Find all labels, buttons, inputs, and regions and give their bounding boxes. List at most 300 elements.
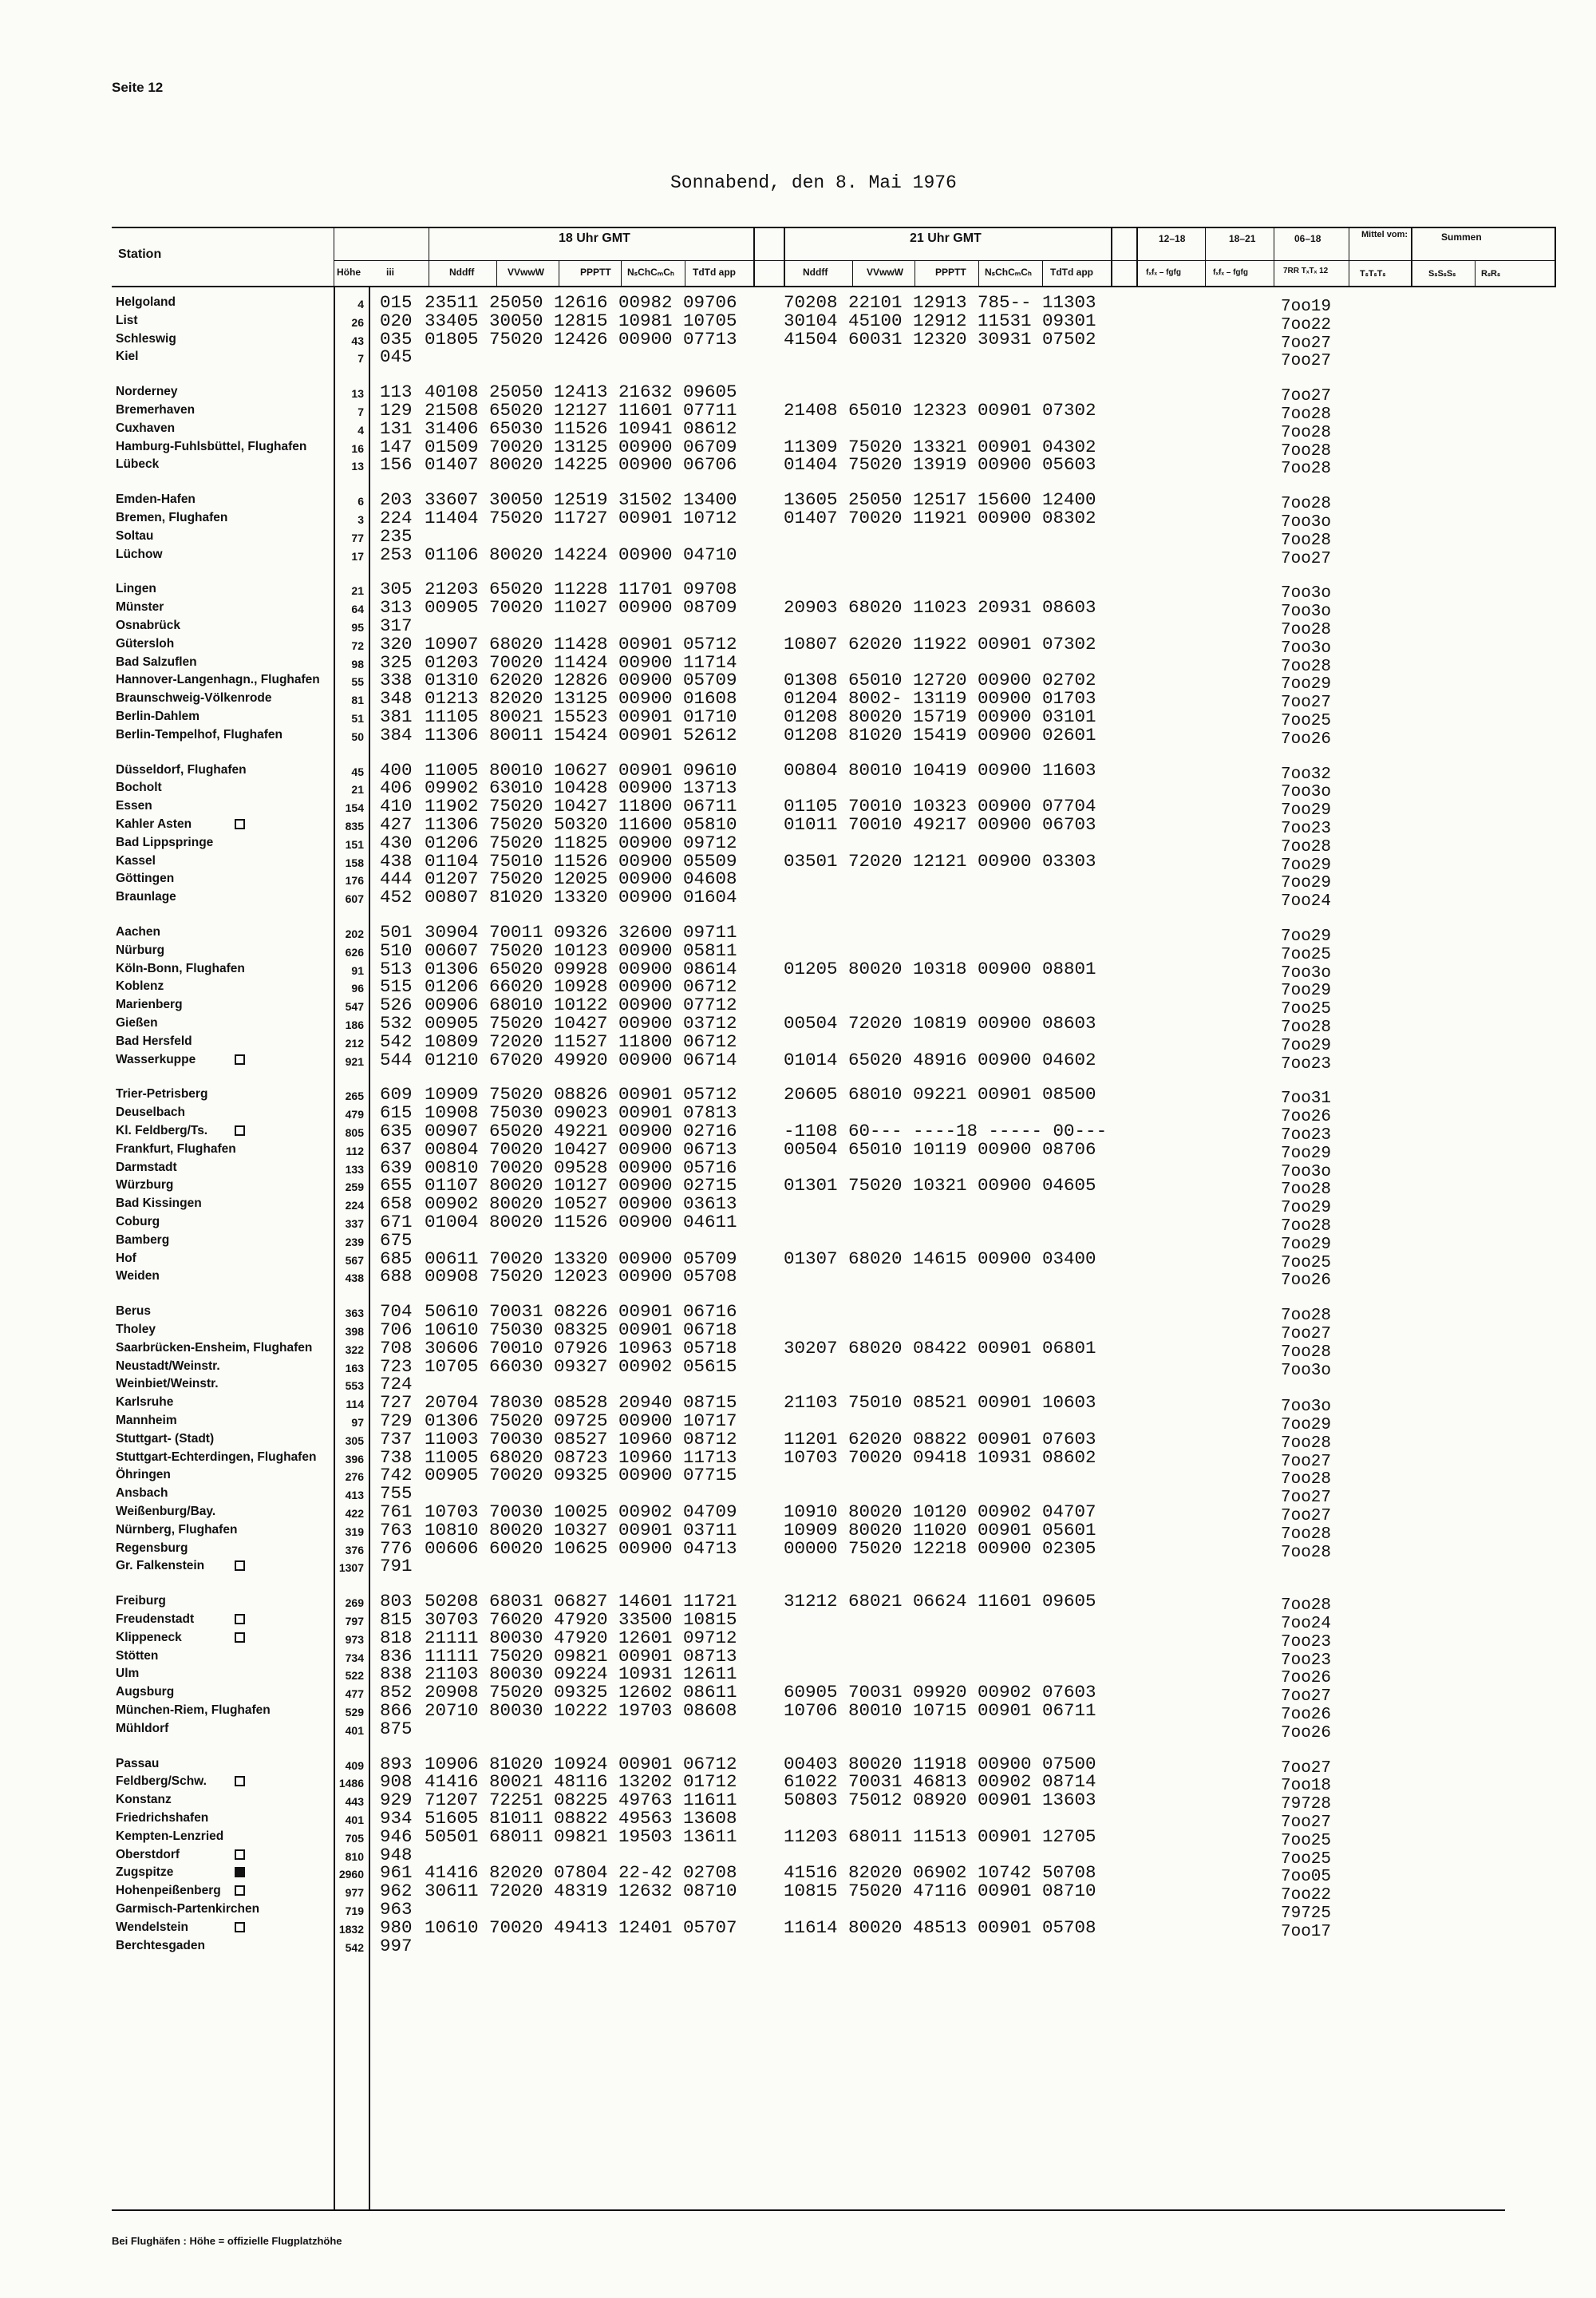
station-index: 317	[380, 615, 413, 636]
station-height: 91	[351, 964, 364, 977]
station-height: 4	[358, 298, 364, 310]
station-height: 810	[345, 1850, 364, 1863]
extremes-value: 7oo28	[1281, 621, 1332, 639]
extremes-value: 7oo05	[1281, 1868, 1332, 1886]
header-divider	[852, 260, 853, 286]
station-index: 639	[380, 1157, 413, 1178]
station-index: 544	[380, 1050, 413, 1070]
obs-18-gmt: 11003 70030 08527 10960 08712	[425, 1429, 737, 1450]
extremes-value: 7oo28	[1281, 495, 1332, 513]
station-height: 396	[345, 1453, 364, 1465]
station-name: Wasserkuppe	[116, 1053, 196, 1066]
table-bottom-rule	[112, 2209, 1505, 2211]
station-height: 305	[345, 1434, 364, 1447]
station-index: 723	[380, 1356, 413, 1377]
station-name: Osnabrück	[116, 619, 180, 632]
extremes-value: 7oo25	[1281, 712, 1332, 730]
obs-18-gmt: 30904 70011 09326 32600 09711	[425, 922, 737, 943]
obs-18-gmt: 01210 67020 49920 00900 06714	[425, 1050, 737, 1070]
obs-21-gmt: 11614 80020 48513 00901 05708	[784, 1917, 1096, 1938]
station-index: 203	[380, 489, 413, 510]
station-height: 43	[351, 334, 364, 347]
extremes-value: 7oo27	[1281, 694, 1332, 712]
obs-18-gmt: 20908 75020 09325 12602 08611	[425, 1682, 737, 1703]
header-divider	[496, 260, 497, 286]
station-index: 908	[380, 1771, 413, 1792]
extremes-value: 7oo29	[1281, 1145, 1332, 1163]
station-height: 1486	[338, 1777, 364, 1790]
obs-21-gmt: 01014 65020 48916 00900 04602	[784, 1050, 1096, 1070]
station-name: Neustadt/Weinstr.	[116, 1359, 220, 1373]
station-height: 21	[351, 584, 364, 597]
extremes-value: 7oo17	[1281, 1923, 1332, 1941]
header-top-rule	[112, 227, 1556, 228]
extremes-value: 7oo24	[1281, 1615, 1332, 1633]
station-name: Bremerhaven	[116, 403, 196, 417]
obs-21-gmt: 50803 75012 08920 00901 13603	[784, 1790, 1096, 1810]
station-name: Hamburg-Fuhlsbüttel, Flughafen	[116, 440, 307, 453]
obs-18-gmt: 00906 68010 10122 00900 07712	[425, 995, 737, 1015]
header-range-sub-3: 7RR TₓTₓ 12	[1283, 267, 1329, 275]
obs-21-gmt: 20903 68020 11023 20931 08603	[784, 597, 1096, 618]
station-index: 320	[380, 634, 413, 655]
extremes-value: 7oo28	[1281, 1181, 1332, 1199]
station-height: 16	[351, 442, 364, 455]
station-height: 376	[345, 1544, 364, 1556]
station-name: Stötten	[116, 1649, 159, 1663]
obs-18-gmt: 20704 78030 08528 20940 08715	[425, 1392, 737, 1413]
obs-21-gmt: 01308 65010 12720 00900 02702	[784, 670, 1096, 690]
station-height: 97	[351, 1416, 364, 1429]
extremes-value: 7oo26	[1281, 1669, 1332, 1687]
station-index: 410	[380, 796, 413, 817]
station-height: 114	[346, 1398, 364, 1410]
extremes-value: 7oo28	[1281, 424, 1332, 442]
station-height: 719	[345, 1904, 364, 1917]
extremes-value: 7oo29	[1281, 1199, 1332, 1217]
obs-21-gmt: -1108 60--- ----18 ----- 00---	[784, 1121, 1108, 1141]
station-name: Oberstdorf	[116, 1848, 180, 1861]
station-index: 045	[380, 346, 413, 367]
extremes-value: 7oo23	[1281, 1055, 1332, 1074]
obs-18-gmt: 71207 72251 08225 49763 11611	[425, 1790, 737, 1810]
extremes-value: 7oo27	[1281, 334, 1332, 353]
station-index: 131	[380, 418, 413, 439]
header-divider	[1555, 227, 1556, 286]
station-height: 3	[358, 513, 364, 526]
station-index: 305	[380, 579, 413, 599]
station-name: Lüchow	[116, 548, 163, 561]
obs-18-gmt: 01407 80020 14225 00900 06706	[425, 454, 737, 475]
station-name: Tholey	[116, 1323, 156, 1336]
station-index: 035	[380, 329, 413, 350]
station-height: 835	[345, 820, 364, 833]
station-index: 526	[380, 995, 413, 1015]
station-name: Berlin-Tempelhof, Flughafen	[116, 728, 282, 742]
station-index: 113	[380, 382, 413, 402]
header-divider	[1411, 227, 1412, 286]
extremes-value: 7oo23	[1281, 820, 1332, 838]
station-index: 532	[380, 1013, 413, 1034]
station-index: 675	[380, 1230, 413, 1251]
station-index: 708	[380, 1338, 413, 1359]
obs-18-gmt: 30611 72020 48319 12632 08710	[425, 1881, 737, 1901]
obs-18-gmt: 21103 80030 09224 10931 12611	[425, 1663, 737, 1684]
header-sum-r: RₛRₛ	[1481, 269, 1501, 279]
obs-21-gmt: 21408 65010 12323 00901 07302	[784, 400, 1096, 421]
station-height: 522	[345, 1669, 364, 1682]
station-height: 921	[345, 1055, 364, 1068]
station-name: Gr. Falkenstein	[116, 1559, 205, 1572]
extremes-value: 7oo28	[1281, 1525, 1332, 1544]
extremes-value: 7oo26	[1281, 1272, 1332, 1290]
obs-18-gmt: 00905 70020 09325 00900 07715	[425, 1465, 737, 1485]
station-name: Marienberg	[116, 998, 183, 1011]
station-height: 529	[345, 1706, 364, 1719]
extremes-value: 7oo3o	[1281, 1398, 1332, 1416]
station-index: 742	[380, 1465, 413, 1485]
header-range-18-21: 18–21	[1229, 233, 1256, 244]
station-height: 337	[345, 1217, 364, 1230]
obs-21-gmt: 11309 75020 13321 00901 04302	[784, 437, 1096, 457]
extremes-value: 7oo27	[1281, 550, 1332, 568]
extremes-value: 7oo27	[1281, 352, 1332, 370]
station-height: 154	[345, 801, 364, 814]
station-name: Hohenpeißenberg	[116, 1884, 221, 1897]
extremes-value: 7oo25	[1281, 1254, 1332, 1272]
station-index: 427	[380, 814, 413, 835]
footnote: Bei Flughäfen : Höhe = offizielle Flugplatzhöhe	[112, 2235, 342, 2247]
station-index: 893	[380, 1754, 413, 1774]
obs-21-gmt: 61022 70031 46813 00902 08714	[784, 1771, 1096, 1792]
station-height: 96	[351, 982, 364, 995]
header-18-col5: TdTd app	[693, 267, 736, 278]
obs-18-gmt: 11404 75020 11727 00901 10712	[425, 508, 737, 528]
extremes-value: 7oo26	[1281, 1108, 1332, 1126]
station-index: 384	[380, 725, 413, 746]
open-square-icon	[235, 1125, 245, 1136]
station-name: Norderney	[116, 385, 178, 398]
station-height: 77	[351, 532, 364, 544]
station-name: Kahler Asten	[116, 817, 192, 831]
station-height: 542	[345, 1941, 364, 1954]
station-index: 400	[380, 760, 413, 781]
obs-18-gmt: 11005 80010 10627 00901 09610	[425, 760, 737, 781]
extremes-value: 7oo29	[1281, 928, 1332, 946]
station-index: 929	[380, 1790, 413, 1810]
station-name: Berus	[116, 1304, 151, 1318]
obs-18-gmt: 11111 75020 09821 00901 08713	[425, 1646, 737, 1667]
station-index: 729	[380, 1410, 413, 1431]
station-index: 997	[380, 1936, 413, 1956]
station-height: 479	[345, 1108, 364, 1121]
header-mid-rule	[334, 260, 1556, 261]
station-index: 866	[380, 1700, 413, 1721]
station-name: Weiden	[116, 1269, 160, 1283]
extremes-value: 7oo26	[1281, 1706, 1332, 1724]
extremes-value: 7oo22	[1281, 1886, 1332, 1904]
extremes-value: 7oo28	[1281, 460, 1332, 478]
station-name: Soltau	[116, 529, 154, 543]
extremes-value: 7oo27	[1281, 1813, 1332, 1832]
station-index: 738	[380, 1447, 413, 1468]
open-square-icon	[235, 1632, 245, 1643]
station-name: Bad Hersfeld	[116, 1034, 192, 1048]
station-height: 413	[345, 1489, 364, 1501]
extremes-value: 7oo24	[1281, 892, 1332, 911]
extremes-value: 7oo27	[1281, 387, 1332, 405]
station-index: 513	[380, 959, 413, 979]
obs-18-gmt: 00606 60020 10625 00900 04713	[425, 1538, 737, 1559]
station-index: 452	[380, 887, 413, 908]
station-index: 129	[380, 400, 413, 421]
station-index: 761	[380, 1501, 413, 1522]
header-range-sub-2: fₓfₓ – fgfg	[1213, 268, 1248, 277]
station-name: Bad Kissingen	[116, 1196, 202, 1210]
station-index: 501	[380, 922, 413, 943]
obs-18-gmt: 01206 75020 11825 00900 09712	[425, 833, 737, 853]
station-height: 977	[345, 1886, 364, 1899]
obs-18-gmt: 40108 25050 12413 21632 09605	[425, 382, 737, 402]
obs-18-gmt: 00611 70020 13320 00900 05709	[425, 1248, 737, 1269]
obs-18-gmt: 10908 75030 09023 00901 07813	[425, 1102, 737, 1123]
station-height: 705	[345, 1832, 364, 1845]
station-height: 212	[345, 1037, 364, 1050]
station-index: 655	[380, 1175, 413, 1196]
extremes-value: 79725	[1281, 1904, 1332, 1923]
station-height: 186	[345, 1018, 364, 1031]
station-index: 875	[380, 1719, 413, 1739]
open-square-icon	[235, 1776, 245, 1786]
station-height: 163	[345, 1362, 364, 1374]
extremes-value: 7oo3o	[1281, 584, 1332, 603]
station-height: 13	[351, 460, 364, 473]
station-height: 2960	[338, 1868, 364, 1881]
station-height: 438	[345, 1272, 364, 1284]
station-name: Aachen	[116, 925, 160, 939]
obs-18-gmt: 31406 65030 11526 10941 08612	[425, 418, 737, 439]
obs-21-gmt: 10909 80020 11020 00901 05601	[784, 1520, 1096, 1541]
station-index: 818	[380, 1628, 413, 1648]
obs-18-gmt: 00905 75020 10427 00900 03712	[425, 1013, 737, 1034]
obs-21-gmt: 01205 80020 10318 00900 08801	[784, 959, 1096, 979]
station-height: 151	[345, 838, 364, 851]
station-height: 973	[345, 1633, 364, 1646]
extremes-value: 7oo29	[1281, 1037, 1332, 1055]
station-name: Koblenz	[116, 979, 164, 993]
station-height: 7	[358, 405, 364, 418]
extremes-value: 7oo3o	[1281, 513, 1332, 532]
extremes-value: 7oo26	[1281, 730, 1332, 749]
station-name: Cuxhaven	[116, 421, 176, 435]
station-index: 934	[380, 1808, 413, 1829]
extremes-value: 7oo28	[1281, 1544, 1332, 1562]
open-square-icon	[235, 1614, 245, 1624]
header-mittel: Mittel vom:	[1361, 230, 1408, 239]
obs-18-gmt: 21203 65020 11228 11701 09708	[425, 579, 737, 599]
obs-18-gmt: 11105 80021 15523 00901 01710	[425, 706, 737, 727]
obs-18-gmt: 01306 75020 09725 00900 10717	[425, 1410, 737, 1431]
obs-18-gmt: 01310 62020 12826 00900 05709	[425, 670, 737, 690]
station-height: 13	[351, 387, 364, 400]
extremes-value: 7oo29	[1281, 856, 1332, 875]
obs-18-gmt: 10906 81020 10924 00901 06712	[425, 1754, 737, 1774]
obs-21-gmt: 01307 68020 14615 00900 03400	[784, 1248, 1096, 1269]
header-range-12-18: 12–18	[1159, 233, 1186, 244]
station-height: 64	[351, 603, 364, 615]
obs-18-gmt: 41416 80021 48116 13202 01712	[425, 1771, 737, 1792]
station-index: 020	[380, 310, 413, 331]
obs-18-gmt: 20710 80030 10222 19703 08608	[425, 1700, 737, 1721]
station-index: 704	[380, 1301, 413, 1322]
header-divider	[1205, 227, 1206, 286]
obs-21-gmt: 00403 80020 11918 00900 07500	[784, 1754, 1096, 1774]
station-index: 946	[380, 1826, 413, 1847]
station-height: 112	[346, 1145, 364, 1157]
header-18-col1: Nddff	[449, 267, 475, 278]
station-index: 852	[380, 1682, 413, 1703]
station-name: Gießen	[116, 1016, 158, 1030]
extremes-value: 7oo29	[1281, 801, 1332, 820]
station-index: 671	[380, 1212, 413, 1232]
header-range-sub-1: fₓfₓ – fgfg	[1146, 268, 1181, 277]
station-name: Stuttgart- (Stadt)	[116, 1432, 215, 1446]
obs-21-gmt: 13605 25050 12517 15600 12400	[784, 489, 1096, 510]
station-index: 313	[380, 597, 413, 618]
obs-18-gmt: 01509 70020 13125 00900 06709	[425, 437, 737, 457]
obs-18-gmt: 01207 75020 12025 00900 04608	[425, 868, 737, 889]
obs-18-gmt: 11306 80011 15424 00901 52612	[425, 725, 737, 746]
station-name: Friedrichshafen	[116, 1811, 209, 1825]
extremes-value: 7oo25	[1281, 946, 1332, 964]
obs-18-gmt: 01004 80020 11526 00900 04611	[425, 1212, 737, 1232]
station-height: 51	[351, 712, 364, 725]
extremes-value: 7oo19	[1281, 298, 1332, 316]
extremes-value: 7oo28	[1281, 838, 1332, 856]
header-18-col4: NₛChCₘCₕ	[627, 267, 674, 278]
filled-square-icon	[235, 1867, 245, 1877]
station-index: 542	[380, 1031, 413, 1052]
extremes-value: 7oo29	[1281, 1236, 1332, 1254]
extremes-value: 7oo27	[1281, 1325, 1332, 1343]
obs-18-gmt: 10610 70020 49413 12401 05707	[425, 1917, 737, 1938]
station-index: 015	[380, 292, 413, 313]
obs-18-gmt: 51605 81011 08822 49563 13608	[425, 1808, 737, 1829]
station-height: 265	[345, 1090, 364, 1102]
obs-18-gmt: 01203 70020 11424 00900 11714	[425, 652, 737, 673]
extremes-value: 7oo3o	[1281, 639, 1332, 658]
obs-18-gmt: 00907 65020 49221 00900 02716	[425, 1121, 737, 1141]
extremes-value: 7oo25	[1281, 1832, 1332, 1850]
obs-21-gmt: 03501 72020 12121 00900 03303	[784, 851, 1096, 872]
header-21-col4: NₛChCₘCₕ	[985, 267, 1032, 278]
station-height: 158	[345, 856, 364, 869]
station-height: 176	[345, 874, 364, 887]
station-name: Nürburg	[116, 943, 165, 957]
obs-21-gmt: 10910 80020 10120 00902 04707	[784, 1501, 1096, 1522]
obs-18-gmt: 00905 70020 11027 00900 08709	[425, 597, 737, 618]
station-name: Saarbrücken-Ensheim, Flughafen	[116, 1341, 313, 1355]
station-name: Braunlage	[116, 890, 176, 904]
station-name: Hof	[116, 1252, 136, 1265]
obs-21-gmt: 30207 68020 08422 00901 06801	[784, 1338, 1096, 1359]
extremes-value: 7oo29	[1281, 675, 1332, 694]
obs-21-gmt: 10815 75020 47116 00901 08710	[784, 1881, 1096, 1901]
station-name: Bad Salzuflen	[116, 655, 197, 669]
station-name: Passau	[116, 1757, 160, 1770]
station-index: 406	[380, 777, 413, 798]
obs-21-gmt: 01204 8002- 13119 00900 01703	[784, 688, 1096, 709]
extremes-value: 7oo28	[1281, 442, 1332, 461]
obs-21-gmt: 21103 75010 08521 00901 10603	[784, 1392, 1096, 1413]
station-height: 4	[358, 424, 364, 437]
station-name: List	[116, 314, 138, 327]
obs-21-gmt: 01208 80020 15719 00900 03101	[784, 706, 1096, 727]
obs-21-gmt: 01301 75020 10321 00900 04605	[784, 1175, 1096, 1196]
obs-21-gmt: 01407 70020 11921 00900 08302	[784, 508, 1096, 528]
extremes-value: 7oo28	[1281, 658, 1332, 676]
station-name: Kiel	[116, 350, 139, 363]
extremes-value: 7oo28	[1281, 1343, 1332, 1362]
obs-18-gmt: 00607 75020 10123 00900 05811	[425, 940, 737, 961]
station-name: Mühldorf	[116, 1722, 169, 1735]
obs-18-gmt: 23511 25050 12616 00982 09706	[425, 292, 737, 313]
station-name: Berchtesgaden	[116, 1939, 205, 1952]
open-square-icon	[235, 1885, 245, 1896]
obs-21-gmt: 11201 62020 08822 00901 07603	[784, 1429, 1096, 1450]
station-height: 21	[351, 783, 364, 796]
extremes-value: 7oo27	[1281, 1687, 1332, 1706]
station-index: 948	[380, 1845, 413, 1865]
station-name: Braunschweig-Völkenrode	[116, 691, 272, 705]
station-name: Deuselbach	[116, 1105, 186, 1119]
obs-21-gmt: 01404 75020 13919 00900 05603	[784, 454, 1096, 475]
obs-18-gmt: 33405 30050 12815 10981 10705	[425, 310, 737, 331]
station-index: 737	[380, 1429, 413, 1450]
obs-18-gmt: 09902 63010 10428 00900 13713	[425, 777, 737, 798]
obs-21-gmt: 00804 80010 10419 00900 11603	[784, 760, 1096, 781]
station-height: 422	[345, 1507, 364, 1520]
station-name: Augsburg	[116, 1685, 175, 1699]
station-height: 224	[345, 1199, 364, 1212]
station-name: Kassel	[116, 854, 156, 868]
station-index: 961	[380, 1862, 413, 1883]
station-name: Köln-Bonn, Flughafen	[116, 962, 245, 975]
station-name: Konstanz	[116, 1793, 172, 1806]
extremes-value: 7oo26	[1281, 1724, 1332, 1742]
station-height: 81	[351, 694, 364, 706]
extremes-value: 7oo18	[1281, 1777, 1332, 1795]
station-index: 963	[380, 1899, 413, 1920]
station-index: 685	[380, 1248, 413, 1269]
header-station: Station	[118, 247, 162, 261]
station-name: Feldberg/Schw.	[116, 1774, 207, 1788]
header-divider	[753, 227, 755, 286]
extremes-value: 7oo28	[1281, 1596, 1332, 1615]
station-index: 338	[380, 670, 413, 690]
obs-21-gmt: 01105 70010 10323 00900 07704	[784, 796, 1096, 817]
extremes-value: 7oo28	[1281, 1434, 1332, 1453]
obs-18-gmt: 50208 68031 06827 14601 11721	[425, 1591, 737, 1612]
extremes-value: 79728	[1281, 1795, 1332, 1813]
page-number: Seite 12	[112, 80, 164, 95]
obs-18-gmt: 50610 70031 08226 00901 06716	[425, 1301, 737, 1322]
station-name: Bremen, Flughafen	[116, 511, 228, 524]
header-divider	[1042, 260, 1043, 286]
obs-21-gmt: 01208 81020 15419 00900 02601	[784, 725, 1096, 746]
obs-18-gmt: 01206 66020 10928 00900 06712	[425, 976, 737, 997]
station-height: 1832	[338, 1923, 364, 1936]
